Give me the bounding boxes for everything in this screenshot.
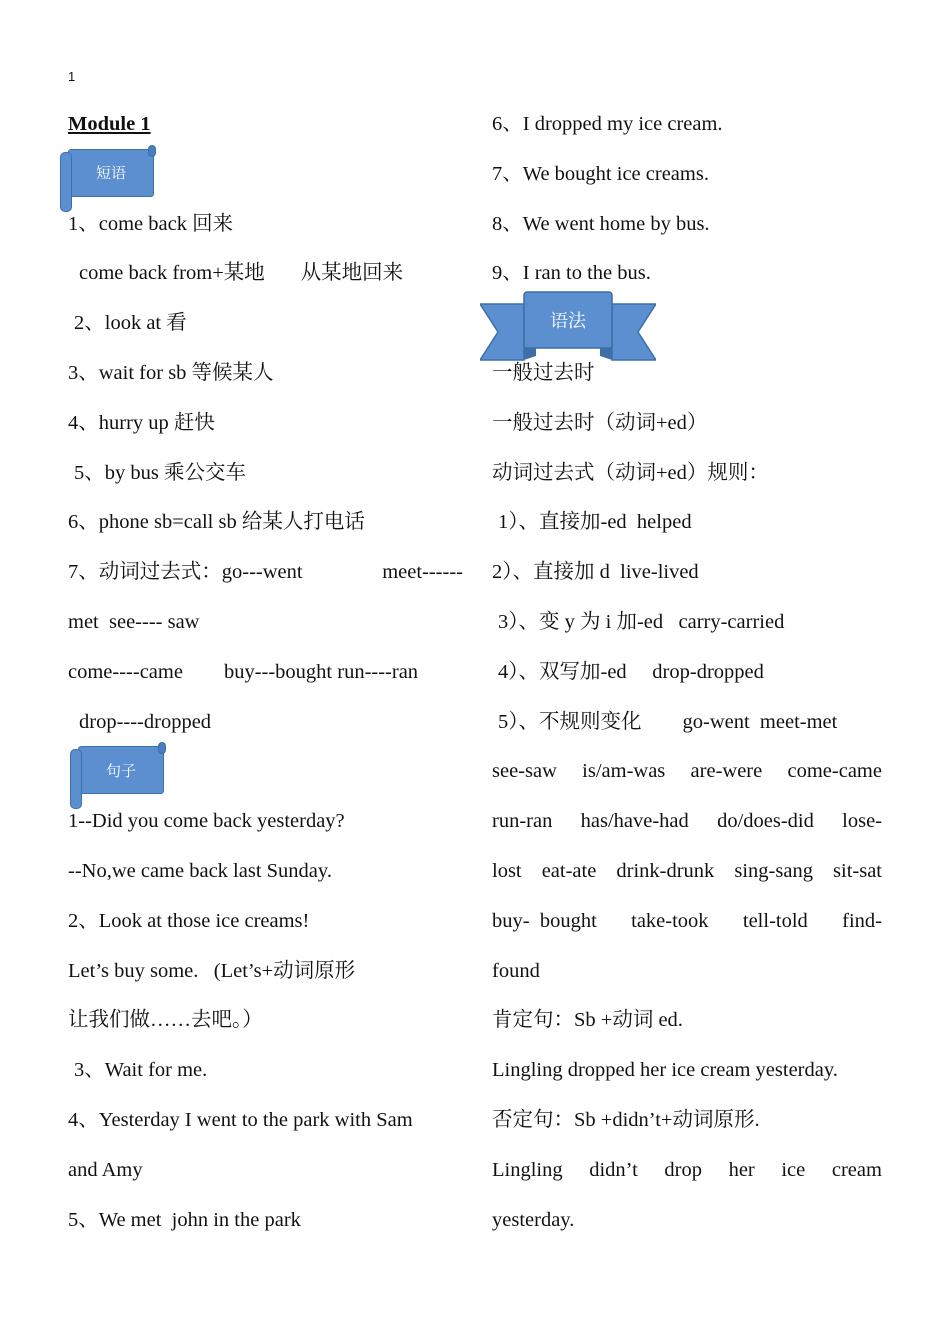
- irregular-verb: come-came: [787, 760, 882, 783]
- left-column: [68, 100, 463, 1245]
- sentences-badge: [68, 747, 463, 797]
- phrase-item: come back from+某地 从某地回来: [79, 262, 404, 285]
- sentence-item: 9、I ran to the bus.: [492, 262, 651, 285]
- sentence-item: 7、We bought ice creams.: [492, 162, 709, 185]
- irregular-verb: lose-: [842, 810, 882, 833]
- negative-example-end: yesterday.: [492, 1208, 575, 1231]
- grammar-item: 一般过去时（动词+ed）: [492, 411, 708, 434]
- verb-past-text: 7、动词过去式：go---went: [68, 561, 303, 584]
- irregular-verb: eat-ate: [541, 859, 597, 882]
- sentence-item: and Amy: [68, 1158, 143, 1181]
- grammar-item: 5）、不规则变化 go-went meet-met: [498, 710, 838, 733]
- irregular-verb: drink-drunk: [616, 859, 715, 882]
- verb-past-line: [68, 548, 463, 598]
- grammar-item: 3）、变 y 为 i 加-ed carry-carried: [498, 610, 785, 633]
- grammar-item: 一般过去时: [492, 361, 595, 384]
- irregular-verb: are-were: [690, 760, 763, 783]
- grammar-badge-label: 语法: [550, 311, 586, 332]
- phrase-item: 1、come back 回来: [68, 212, 234, 235]
- word: didn’t: [589, 1158, 638, 1181]
- word: Lingling: [492, 1158, 563, 1181]
- irregular-verb: has/have-had: [580, 810, 689, 833]
- affirmative-example: Lingling dropped her ice cream yesterday.: [492, 1059, 838, 1082]
- irregular-verb: sing-sang: [734, 859, 813, 882]
- verb-past-text: meet------: [382, 561, 463, 584]
- module-title: Module 1: [68, 113, 151, 135]
- irregular-row: [492, 797, 882, 847]
- grammar-item: 2）、直接加 d live-lived: [492, 561, 699, 584]
- irregular-verb: lost: [492, 859, 522, 882]
- verb-past-line: met see---- saw: [68, 610, 200, 633]
- spacer: [492, 299, 882, 349]
- irregular-verb: take-took: [631, 909, 709, 932]
- irregular-row: [492, 847, 882, 897]
- phrase-item: 5、by bus 乘公交车: [74, 461, 246, 484]
- sentence-item: Let’s buy some. (Let’s+动词原形: [68, 959, 356, 982]
- irregular-verb: tell-told: [742, 909, 808, 932]
- sentence-item: --No,we came back last Sunday.: [68, 859, 332, 882]
- irregular-verb: is/am-was: [582, 760, 666, 783]
- phrase-item: 3、wait for sb 等候某人: [68, 361, 274, 384]
- phrases-badge: [68, 150, 463, 200]
- negative-rule: 否定句：Sb +didn’t+动词原形.: [492, 1108, 760, 1131]
- phrases-badge-label: 短语: [95, 164, 126, 183]
- sentence-item: 6、I dropped my ice cream.: [492, 113, 723, 135]
- irregular-row: found: [492, 959, 540, 982]
- sentence-item: 4、Yesterday I went to the park with Sam: [68, 1108, 413, 1131]
- word: drop: [664, 1158, 702, 1181]
- scroll-banner-icon: [68, 149, 154, 197]
- sentence-item: 3、Wait for me.: [74, 1059, 208, 1082]
- irregular-verb: find-: [842, 909, 882, 932]
- irregular-verb: buy- bought: [492, 909, 597, 932]
- phrase-item: 2、look at 看: [74, 312, 187, 335]
- sentence-item: 1--Did you come back yesterday?: [68, 810, 345, 833]
- phrase-item: 6、phone sb=call sb 给某人打电话: [68, 511, 365, 534]
- word: cream: [831, 1158, 882, 1181]
- grammar-item: 4）、双写加-ed drop-dropped: [498, 660, 764, 683]
- sentence-item: 8、We went home by bus.: [492, 212, 710, 235]
- sentences-badge-label: 句子: [105, 761, 136, 780]
- irregular-verb: sit-sat: [833, 859, 882, 882]
- affirmative-rule: 肯定句：Sb +动词 ed.: [492, 1009, 683, 1032]
- irregular-verb: do/does-did: [717, 810, 814, 833]
- irregular-verb: see-saw: [492, 760, 557, 783]
- grammar-item: 1）、直接加-ed helped: [498, 511, 692, 534]
- verb-past-line: drop----dropped: [79, 710, 212, 733]
- sentence-item: 2、Look at those ice creams!: [68, 909, 310, 932]
- irregular-verb: run-ran: [492, 810, 553, 833]
- negative-example: [492, 1146, 882, 1196]
- word: her: [728, 1158, 755, 1181]
- sentence-item: 5、We met john in the park: [68, 1208, 301, 1231]
- sentence-item: 让我们做……去吧。）: [68, 1009, 263, 1032]
- right-column: [492, 100, 882, 1245]
- word: ice: [781, 1158, 806, 1181]
- page-number: 1: [68, 69, 76, 84]
- phrase-item: 4、hurry up 赶快: [68, 411, 215, 434]
- scroll-banner-icon: [78, 746, 164, 794]
- verb-past-line: come----came buy---bought run----ran: [68, 660, 419, 683]
- irregular-row: [492, 747, 882, 797]
- grammar-item: 动词过去式（动词+ed）规则：: [492, 461, 769, 484]
- irregular-row: [492, 897, 882, 947]
